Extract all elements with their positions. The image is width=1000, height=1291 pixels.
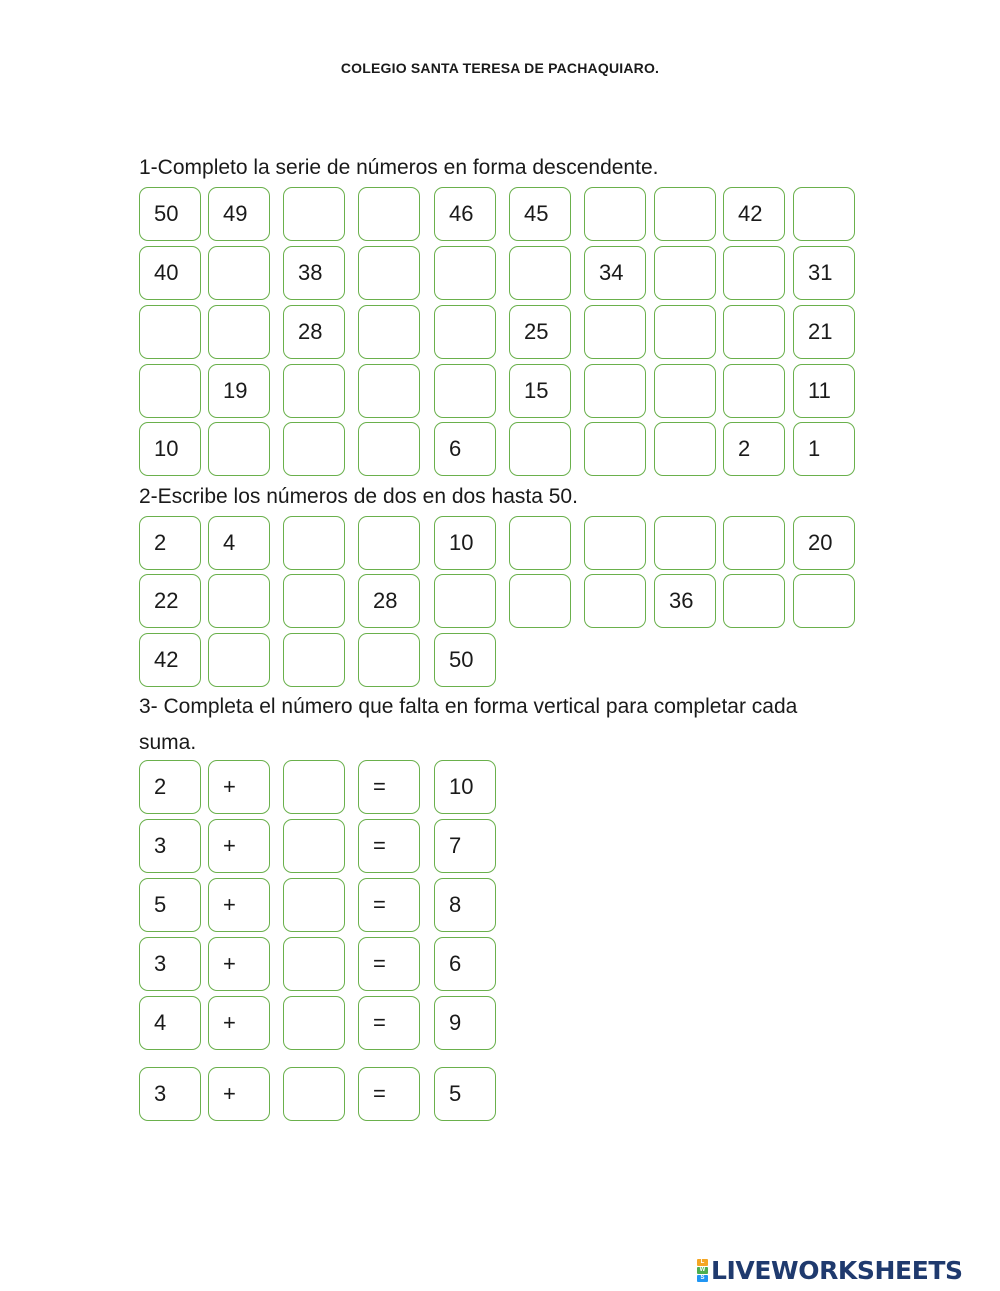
answer-box[interactable] — [208, 246, 270, 300]
number-box: + — [208, 878, 270, 932]
answer-box[interactable] — [208, 633, 270, 687]
number-box: 50 — [139, 187, 201, 241]
number-box: 10 — [139, 422, 201, 476]
answer-box[interactable] — [584, 187, 646, 241]
answer-box[interactable] — [584, 574, 646, 628]
school-title: COLEGIO SANTA TERESA DE PACHAQUIARO. — [340, 60, 660, 76]
answer-box[interactable] — [208, 305, 270, 359]
number-box: 42 — [723, 187, 785, 241]
answer-box[interactable] — [283, 819, 345, 873]
answer-box[interactable] — [723, 246, 785, 300]
answer-box[interactable] — [434, 364, 496, 418]
number-box: 11 — [793, 364, 855, 418]
number-box: 28 — [283, 305, 345, 359]
answer-box[interactable] — [358, 633, 420, 687]
number-box: = — [358, 760, 420, 814]
answer-box[interactable] — [358, 364, 420, 418]
number-box: 10 — [434, 516, 496, 570]
answer-box[interactable] — [434, 574, 496, 628]
exercise2-instruction: 2-Escribe los números de dos en dos hasta 50. — [139, 485, 578, 508]
logo-text: LIVEWORKSHEETS — [711, 1255, 963, 1285]
number-box: 25 — [509, 305, 571, 359]
answer-box[interactable] — [434, 305, 496, 359]
answer-box[interactable] — [654, 246, 716, 300]
number-box: 21 — [793, 305, 855, 359]
number-box: + — [208, 819, 270, 873]
answer-box[interactable] — [358, 422, 420, 476]
number-box: 46 — [434, 187, 496, 241]
answer-box[interactable] — [509, 422, 571, 476]
number-box: 45 — [509, 187, 571, 241]
answer-box[interactable] — [723, 574, 785, 628]
answer-box[interactable] — [509, 516, 571, 570]
answer-box[interactable] — [654, 305, 716, 359]
answer-box[interactable] — [358, 305, 420, 359]
answer-box[interactable] — [723, 364, 785, 418]
number-box: = — [358, 937, 420, 991]
number-box: + — [208, 1067, 270, 1121]
number-box: = — [358, 819, 420, 873]
number-box: 28 — [358, 574, 420, 628]
number-box: 40 — [139, 246, 201, 300]
exercise3-instruction: 3- Completa el número que falta en forma vertical para completar cada suma. — [139, 695, 798, 754]
number-box: 2 — [723, 422, 785, 476]
number-box: 20 — [793, 516, 855, 570]
number-box: 6 — [434, 422, 496, 476]
number-box: 19 — [208, 364, 270, 418]
answer-box[interactable] — [283, 996, 345, 1050]
answer-box[interactable] — [283, 364, 345, 418]
logo-mark-letter: L — [697, 1259, 708, 1266]
number-box: + — [208, 937, 270, 991]
number-box: 9 — [434, 996, 496, 1050]
number-box: = — [358, 1067, 420, 1121]
number-box: 22 — [139, 574, 201, 628]
answer-box[interactable] — [584, 422, 646, 476]
answer-box[interactable] — [283, 878, 345, 932]
answer-box[interactable] — [208, 574, 270, 628]
number-box: 7 — [434, 819, 496, 873]
number-box: 3 — [139, 937, 201, 991]
answer-box[interactable] — [283, 187, 345, 241]
exercise1-instruction: 1-Completo la serie de números en forma descendente. — [139, 156, 659, 179]
number-box: 3 — [139, 1067, 201, 1121]
answer-box[interactable] — [139, 305, 201, 359]
number-box: 15 — [509, 364, 571, 418]
answer-box[interactable] — [654, 516, 716, 570]
number-box: 34 — [584, 246, 646, 300]
number-box: 50 — [434, 633, 496, 687]
number-box: 36 — [654, 574, 716, 628]
logo-mark-letter: W — [697, 1267, 708, 1274]
answer-box[interactable] — [793, 187, 855, 241]
logo-mark-letter: S — [697, 1275, 708, 1282]
answer-box[interactable] — [283, 633, 345, 687]
answer-box[interactable] — [283, 574, 345, 628]
number-box: = — [358, 878, 420, 932]
answer-box[interactable] — [434, 246, 496, 300]
answer-box[interactable] — [793, 574, 855, 628]
number-box: 38 — [283, 246, 345, 300]
liveworksheets-logo — [697, 1255, 963, 1285]
answer-box[interactable] — [283, 516, 345, 570]
answer-box[interactable] — [139, 364, 201, 418]
number-box: 6 — [434, 937, 496, 991]
answer-box[interactable] — [584, 305, 646, 359]
answer-box[interactable] — [358, 246, 420, 300]
number-box: = — [358, 996, 420, 1050]
number-box: 4 — [208, 516, 270, 570]
answer-box[interactable] — [654, 187, 716, 241]
number-box: + — [208, 760, 270, 814]
number-box: 2 — [139, 760, 201, 814]
number-box: 3 — [139, 819, 201, 873]
number-box: 31 — [793, 246, 855, 300]
answer-box[interactable] — [584, 516, 646, 570]
number-box: 4 — [139, 996, 201, 1050]
answer-box[interactable] — [723, 516, 785, 570]
number-box: 1 — [793, 422, 855, 476]
logo-mark-icon — [697, 1259, 708, 1282]
answer-box[interactable] — [723, 305, 785, 359]
answer-box[interactable] — [584, 364, 646, 418]
number-box: 5 — [139, 878, 201, 932]
number-box: 8 — [434, 878, 496, 932]
answer-box[interactable] — [654, 364, 716, 418]
number-box: 5 — [434, 1067, 496, 1121]
answer-box[interactable] — [358, 516, 420, 570]
answer-box[interactable] — [283, 760, 345, 814]
number-box: 2 — [139, 516, 201, 570]
answer-box[interactable] — [283, 422, 345, 476]
answer-box[interactable] — [509, 246, 571, 300]
answer-box[interactable] — [654, 422, 716, 476]
number-box: 49 — [208, 187, 270, 241]
answer-box[interactable] — [283, 937, 345, 991]
answer-box[interactable] — [283, 1067, 345, 1121]
number-box: 10 — [434, 760, 496, 814]
answer-box[interactable] — [358, 187, 420, 241]
number-box: + — [208, 996, 270, 1050]
number-box: 42 — [139, 633, 201, 687]
answer-box[interactable] — [208, 422, 270, 476]
answer-box[interactable] — [509, 574, 571, 628]
